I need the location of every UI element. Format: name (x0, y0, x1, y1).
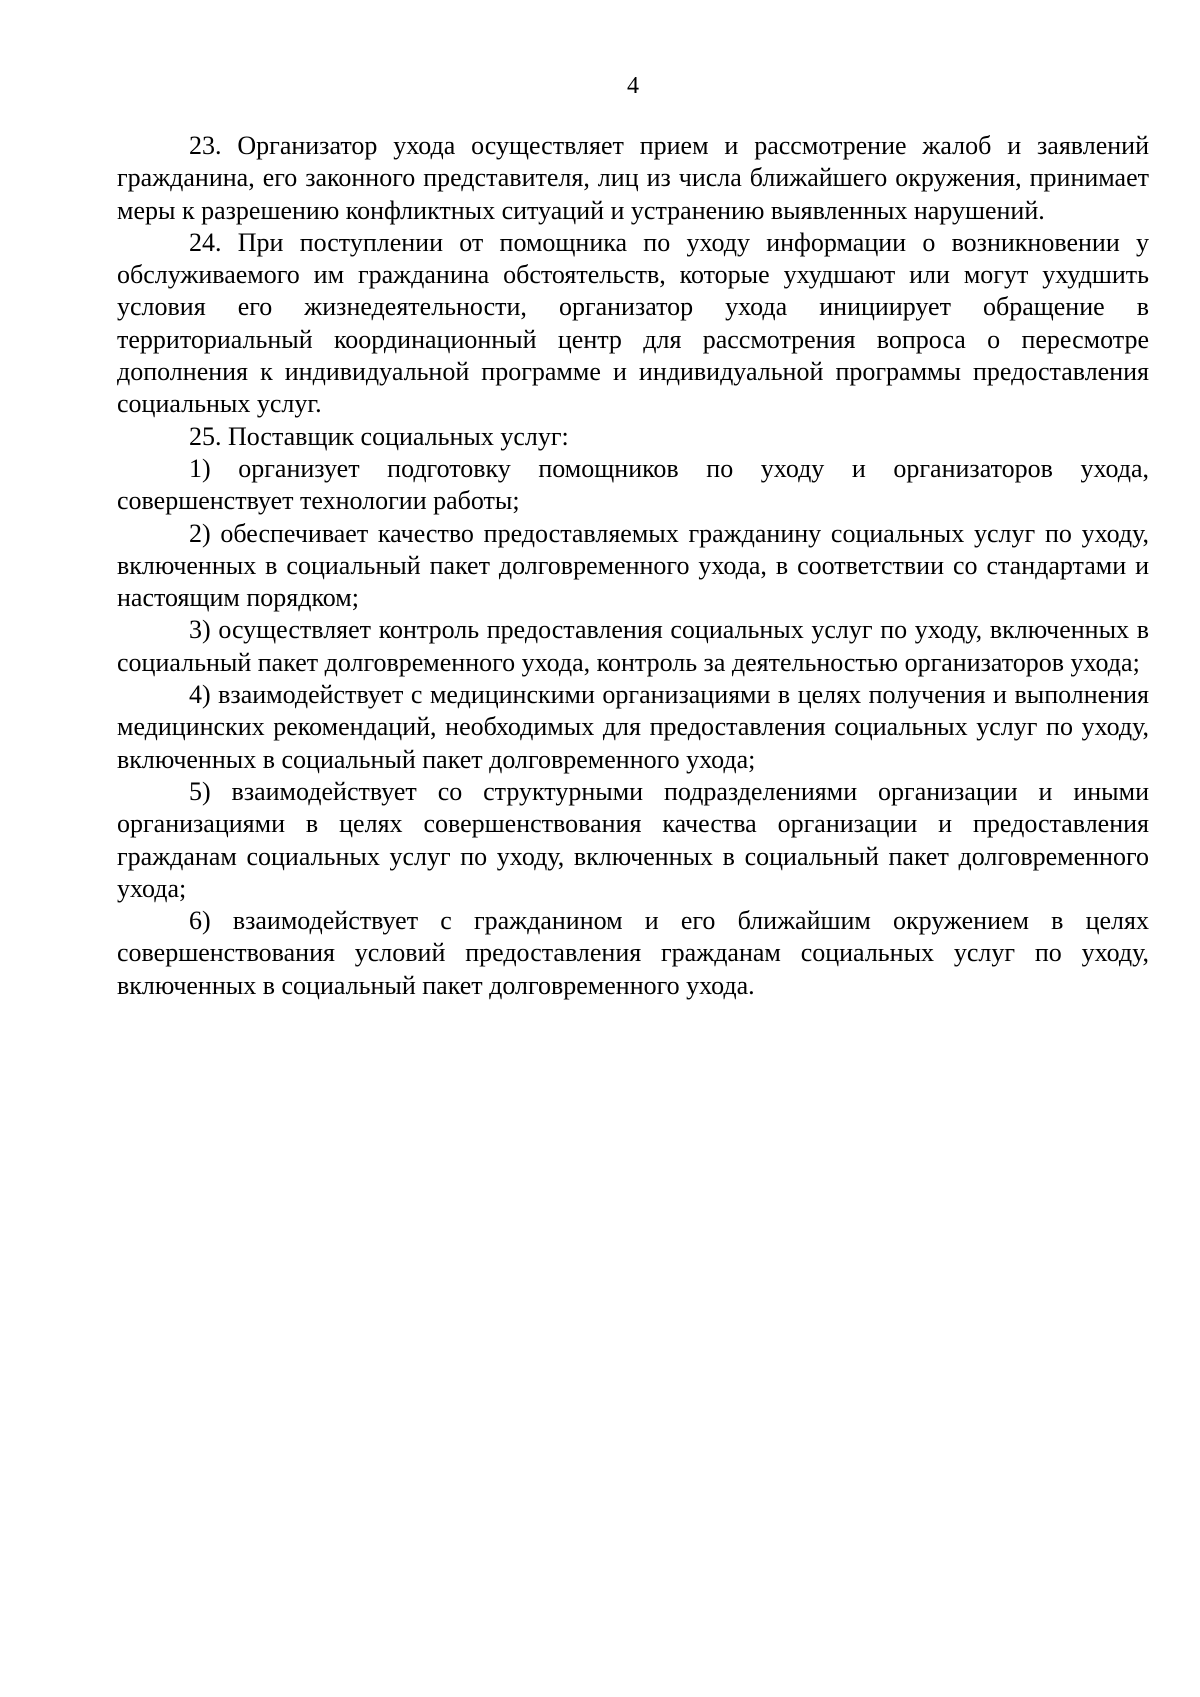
paragraph-24: 24. При поступлении от помощника по уходу информации о возникновении у обслуживаемого им гражданина обстоятельств, которые ухудшают или могут ухудшить условия его жизнедеятельности, организатор ухода инициирует обращение в территориальный координационный центр для рассмотрения вопроса о пересмотре дополнения к индивидуальной программе и индивидуальной программы предоставления социальных услуг. (117, 227, 1149, 419)
page-number: 4 (627, 73, 639, 99)
list-item-1: 1) организует подготовку помощников по уходу и организаторов ухода, совершенствует технологии работы; (117, 453, 1149, 516)
paragraph-25: 25. Поставщик социальных услуг: (189, 421, 569, 451)
list-item-5: 5) взаимодействует со структурными подразделениями организации и иными организациями в целях совершенствования качества организации и предоставления гражданам социальных услуг по уходу, включенных в социальный пакет долговременного ухода; (117, 776, 1149, 903)
list-item-3: 3) осуществляет контроль предоставления социальных услуг по уходу, включенных в социальный пакет долговременного ухода, контроль за деятельностью организаторов ухода; (117, 615, 1149, 677)
list-item-2: 2) обеспечивает качество предоставляемых гражданину социальных услуг по уходу, включенных в социальный пакет долговременного ухода, в соответствии со стандартами и настоящим порядком; (117, 518, 1149, 613)
document-body (117, 130, 1149, 1002)
list-item-4: 4) взаимодействует с медицинскими организациями в целях получения и выполнения медицинских рекомендаций, необходимых для предоставления социальных услуг по уходу, включенных в социальный пакет долговременного ухода; (117, 680, 1149, 774)
list-item-6: 6) взаимодействует с гражданином и его ближайшим окружением в целях совершенствования условий предоставления гражданам социальных услуг по уходу, включенных в социальный пакет долговременного ухода. (117, 906, 1149, 1000)
paragraph-23: 23. Организатор ухода осуществляет прием и рассмотрение жалоб и заявлений гражданина, его законного представителя, лиц из числа ближайшего окружения, принимает меры к разрешению конфликтных ситуаций и устранению выявленных нарушений. (117, 131, 1149, 225)
